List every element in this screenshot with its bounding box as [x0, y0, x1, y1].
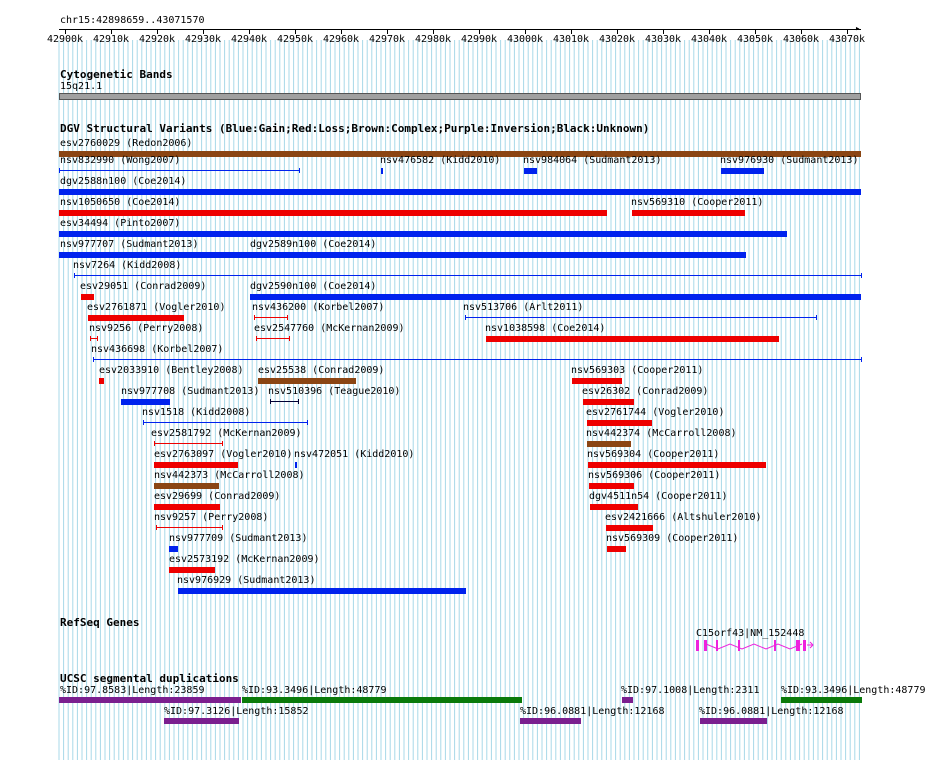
dgv-feature-label[interactable]: nsv9257 (Perry2008)	[154, 512, 269, 523]
dgv-feature-line[interactable]	[156, 527, 222, 528]
segdup-label[interactable]: %ID:97.8583|Length:23859	[60, 685, 205, 696]
segdup-label[interactable]: %ID:97.3126|Length:15852	[164, 706, 309, 717]
dgv-feature-bar[interactable]	[154, 462, 238, 468]
dgv-feature-label[interactable]: nsv569306 (Cooper2011)	[588, 470, 721, 481]
ruler-axis	[59, 29, 861, 30]
dgv-feature-label[interactable]: esv34494 (Pinto2007)	[60, 218, 181, 229]
dgv-feature-label[interactable]: esv2763097 (Vogler2010)	[154, 449, 293, 460]
dgv-feature-label[interactable]: nsv436200 (Korbel2007)	[252, 302, 385, 313]
ruler-tick-label: 43000k	[506, 34, 544, 45]
segdup-label[interactable]: %ID:96.0881|Length:12168	[699, 706, 844, 717]
dgv-feature-bar[interactable]	[583, 399, 634, 405]
dgv-feature-label[interactable]: dgv2588n100 (Coe2014)	[60, 176, 187, 187]
dgv-feature-label[interactable]: esv25538 (Conrad2009)	[258, 365, 385, 376]
dgv-feature-bar[interactable]	[59, 189, 861, 195]
gene-exon	[696, 640, 699, 651]
dgv-feature-line[interactable]	[93, 359, 861, 360]
ruler-tick-label: 43060k	[782, 34, 820, 45]
dgv-feature-line[interactable]	[270, 401, 298, 402]
dgv-feature-endcap	[816, 315, 817, 320]
dgv-feature-label[interactable]: nsv442374 (McCarroll2008)	[586, 428, 737, 439]
dgv-feature-bar[interactable]	[572, 378, 622, 384]
segdup-bar[interactable]	[59, 697, 241, 703]
dgv-feature-endcap	[861, 273, 862, 278]
ruler-tick-label: 43020k	[598, 34, 636, 45]
dgv-feature-bar[interactable]	[258, 378, 356, 384]
segdup-bar[interactable]	[242, 697, 522, 703]
dgv-feature-label[interactable]: nsv569309 (Cooper2011)	[606, 533, 739, 544]
region-label: chr15:42898659..43071570	[60, 15, 205, 26]
dgv-feature-label[interactable]: esv2573192 (McKernan2009)	[169, 554, 320, 565]
gene-exon	[716, 640, 718, 651]
dgv-feature-bar[interactable]	[59, 210, 607, 216]
dgv-feature-endcap	[270, 399, 271, 404]
segdup-label[interactable]: %ID:93.3496|Length:48779	[781, 685, 926, 696]
dgv-feature-line[interactable]	[154, 443, 222, 444]
segdup-bar[interactable]	[781, 697, 862, 703]
dgv-feature-bar[interactable]	[169, 567, 215, 573]
dgv-feature-label[interactable]: esv2760029 (Redon2006)	[60, 138, 193, 149]
dgv-feature-label[interactable]: nsv442373 (McCarroll2008)	[154, 470, 305, 481]
ruler-tick-label: 42990k	[460, 34, 498, 45]
dgv-feature-label[interactable]: esv29699 (Conrad2009)	[154, 491, 281, 502]
dgv-feature-endcap	[287, 315, 288, 320]
dgv-feature-bar[interactable]	[632, 210, 745, 216]
gene-intron	[706, 644, 802, 649]
dgv-feature-bar[interactable]	[121, 399, 170, 405]
segdup-bar[interactable]	[164, 718, 239, 724]
dgv-feature-endcap	[90, 336, 91, 341]
dgv-feature-bar[interactable]	[721, 168, 764, 174]
ruler-tick-label: 42960k	[322, 34, 360, 45]
dgv-feature-label[interactable]: esv2421666 (Altshuler2010)	[605, 512, 762, 523]
dgv-feature-bar[interactable]	[88, 315, 184, 321]
dgv-feature-label[interactable]: esv2761871 (Vogler2010)	[87, 302, 226, 313]
dgv-feature-bar[interactable]	[606, 525, 653, 531]
dgv-feature-bar[interactable]	[524, 168, 537, 174]
gene-strand-arrow-icon	[807, 642, 813, 648]
segdup-track-title[interactable]: UCSC segmental duplications	[60, 672, 239, 685]
dgv-feature-label[interactable]: nsv1518 (Kidd2008)	[142, 407, 251, 418]
dgv-feature-label[interactable]: esv2547760 (McKernan2009)	[254, 323, 405, 334]
dgv-feature-label[interactable]: dgv4511n54 (Cooper2011)	[589, 491, 728, 502]
ruler-tick-label: 42920k	[138, 34, 176, 45]
gene-exon	[704, 640, 707, 651]
dgv-feature-bar[interactable]	[486, 336, 779, 342]
dgv-feature-bar[interactable]	[250, 252, 746, 258]
dgv-feature-label[interactable]: nsv569310 (Cooper2011)	[631, 197, 764, 208]
dgv-feature-bar[interactable]	[589, 483, 634, 489]
ruler-tick-label: 42940k	[230, 34, 268, 45]
dgv-feature-label[interactable]: nsv1038598 (Coe2014)	[485, 323, 606, 334]
dgv-feature-label[interactable]: esv2581792 (McKernan2009)	[151, 428, 302, 439]
segdup-bar[interactable]	[520, 718, 581, 724]
dgv-feature-endcap	[74, 273, 75, 278]
ruler-tick-label: 42910k	[92, 34, 130, 45]
refseq-track-title[interactable]: RefSeq Genes	[60, 616, 140, 629]
ruler-tick-label: 42950k	[276, 34, 314, 45]
dgv-feature-bar[interactable]	[154, 483, 219, 489]
dgv-feature-label[interactable]: nsv977707 (Sudmant2013)	[60, 239, 199, 250]
dgv-feature-bar[interactable]	[587, 420, 652, 426]
dgv-feature-label[interactable]: nsv510396 (Teague2010)	[268, 386, 401, 397]
dgv-feature-endcap	[861, 357, 862, 362]
dgv-feature-line[interactable]	[90, 338, 97, 339]
ruler-tick-label: 42970k	[368, 34, 406, 45]
dgv-feature-label[interactable]: nsv977709 (Sudmant2013)	[169, 533, 308, 544]
cytoband-bar[interactable]	[59, 93, 861, 100]
dgv-feature-label[interactable]: esv29051 (Conrad2009)	[80, 281, 207, 292]
gene-exon	[803, 640, 806, 651]
cytoband-track-title[interactable]: Cytogenetic Bands	[60, 68, 173, 81]
segdup-label[interactable]: %ID:97.1008|Length:2311	[621, 685, 760, 696]
ruler-tick-label: 42980k	[414, 34, 452, 45]
dgv-feature-bar[interactable]	[178, 588, 466, 594]
dgv-feature-label[interactable]: nsv832990 (Wong2007)	[60, 155, 181, 166]
gene-model-c15orf43[interactable]	[690, 638, 820, 654]
dgv-feature-bar[interactable]	[154, 504, 220, 510]
dgv-feature-endcap	[299, 168, 300, 173]
dgv-feature-endcap	[59, 168, 60, 173]
segdup-bar[interactable]	[700, 718, 767, 724]
dgv-feature-label[interactable]: nsv569303 (Cooper2011)	[571, 365, 704, 376]
dgv-feature-endcap	[289, 336, 290, 341]
dgv-feature-endcap	[97, 336, 98, 341]
segdup-bar[interactable]	[622, 697, 633, 703]
dgv-feature-label[interactable]: nsv472051 (Kidd2010)	[294, 449, 415, 460]
segdup-label[interactable]: %ID:93.3496|Length:48779	[242, 685, 387, 696]
ruler-tick-label: 42900k	[46, 34, 84, 45]
dgv-feature-line[interactable]	[74, 275, 861, 276]
gene-exon	[774, 640, 776, 651]
dgv-feature-label[interactable]: dgv2589n100 (Coe2014)	[250, 239, 377, 250]
dgv-feature-line[interactable]	[465, 317, 816, 318]
dgv-feature-line[interactable]	[256, 338, 289, 339]
dgv-feature-label[interactable]: nsv7264 (Kidd2008)	[73, 260, 182, 271]
dgv-feature-endcap	[298, 399, 299, 404]
dgv-feature-label[interactable]: nsv976929 (Sudmant2013)	[177, 575, 316, 586]
dgv-track-title[interactable]: DGV Structural Variants (Blue:Gain;Red:Loss;Brown:Complex;Purple:Inversion;Black:Unknown)	[60, 122, 650, 135]
dgv-feature-endcap	[256, 336, 257, 341]
dgv-feature-endcap	[222, 525, 223, 530]
ruler-tick-label: 43030k	[644, 34, 682, 45]
dgv-feature-line[interactable]	[143, 422, 307, 423]
dgv-feature-bar[interactable]	[607, 546, 626, 552]
ruler-tick-label: 43070k	[828, 34, 866, 45]
dgv-feature-bar[interactable]	[99, 378, 104, 384]
ruler-tick-label: 42930k	[184, 34, 222, 45]
dgv-feature-label[interactable]: nsv569304 (Cooper2011)	[587, 449, 720, 460]
dgv-feature-label[interactable]: nsv476582 (Kidd2010)	[380, 155, 501, 166]
dgv-feature-endcap	[93, 357, 94, 362]
dgv-feature-bar[interactable]	[587, 441, 631, 447]
dgv-feature-label[interactable]: esv2761744 (Vogler2010)	[586, 407, 725, 418]
gene-exon	[796, 640, 800, 651]
dgv-feature-bar[interactable]	[295, 462, 297, 468]
dgv-feature-endcap	[465, 315, 466, 320]
dgv-feature-bar[interactable]	[250, 294, 861, 300]
ruler-tick-label: 43050k	[736, 34, 774, 45]
ruler-arrow-icon: ▸	[855, 24, 861, 34]
dgv-feature-endcap	[254, 315, 255, 320]
dgv-feature-bar[interactable]	[590, 504, 638, 510]
dgv-feature-bar[interactable]	[381, 168, 383, 174]
ruler-tick-label: 43040k	[690, 34, 728, 45]
dgv-feature-label[interactable]: nsv977708 (Sudmant2013)	[121, 386, 260, 397]
dgv-feature-label[interactable]: nsv1050650 (Coe2014)	[60, 197, 181, 208]
dgv-feature-label[interactable]: nsv976930 (Sudmant2013)	[720, 155, 859, 166]
dgv-feature-bar[interactable]	[169, 546, 178, 552]
dgv-feature-label[interactable]: nsv9256 (Perry2008)	[89, 323, 204, 334]
dgv-feature-label[interactable]: dgv2590n100 (Coe2014)	[250, 281, 377, 292]
ruler-tick-label: 43010k	[552, 34, 590, 45]
dgv-feature-endcap	[222, 441, 223, 446]
gene-label[interactable]: C15orf43|NM_152448	[696, 628, 805, 639]
cytoband-label: 15q21.1	[60, 81, 103, 92]
dgv-feature-endcap	[143, 420, 144, 425]
dgv-feature-label[interactable]: esv2033910 (Bentley2008)	[99, 365, 244, 376]
dgv-feature-bar[interactable]	[59, 231, 787, 237]
dgv-feature-line[interactable]	[59, 170, 299, 171]
dgv-feature-endcap	[307, 420, 308, 425]
gene-exon	[738, 640, 740, 651]
segdup-label[interactable]: %ID:96.0881|Length:12168	[520, 706, 665, 717]
dgv-feature-bar[interactable]	[588, 462, 766, 468]
dgv-feature-label[interactable]: nsv513706 (Arlt2011)	[463, 302, 584, 313]
dgv-feature-endcap	[154, 441, 155, 446]
dgv-feature-label[interactable]: esv26302 (Conrad2009)	[582, 386, 709, 397]
dgv-feature-endcap	[156, 525, 157, 530]
dgv-feature-line[interactable]	[254, 317, 287, 318]
dgv-feature-bar[interactable]	[81, 294, 94, 300]
dgv-feature-label[interactable]: nsv984064 (Sudmant2013)	[523, 155, 662, 166]
dgv-feature-label[interactable]: nsv436698 (Korbel2007)	[91, 344, 224, 355]
